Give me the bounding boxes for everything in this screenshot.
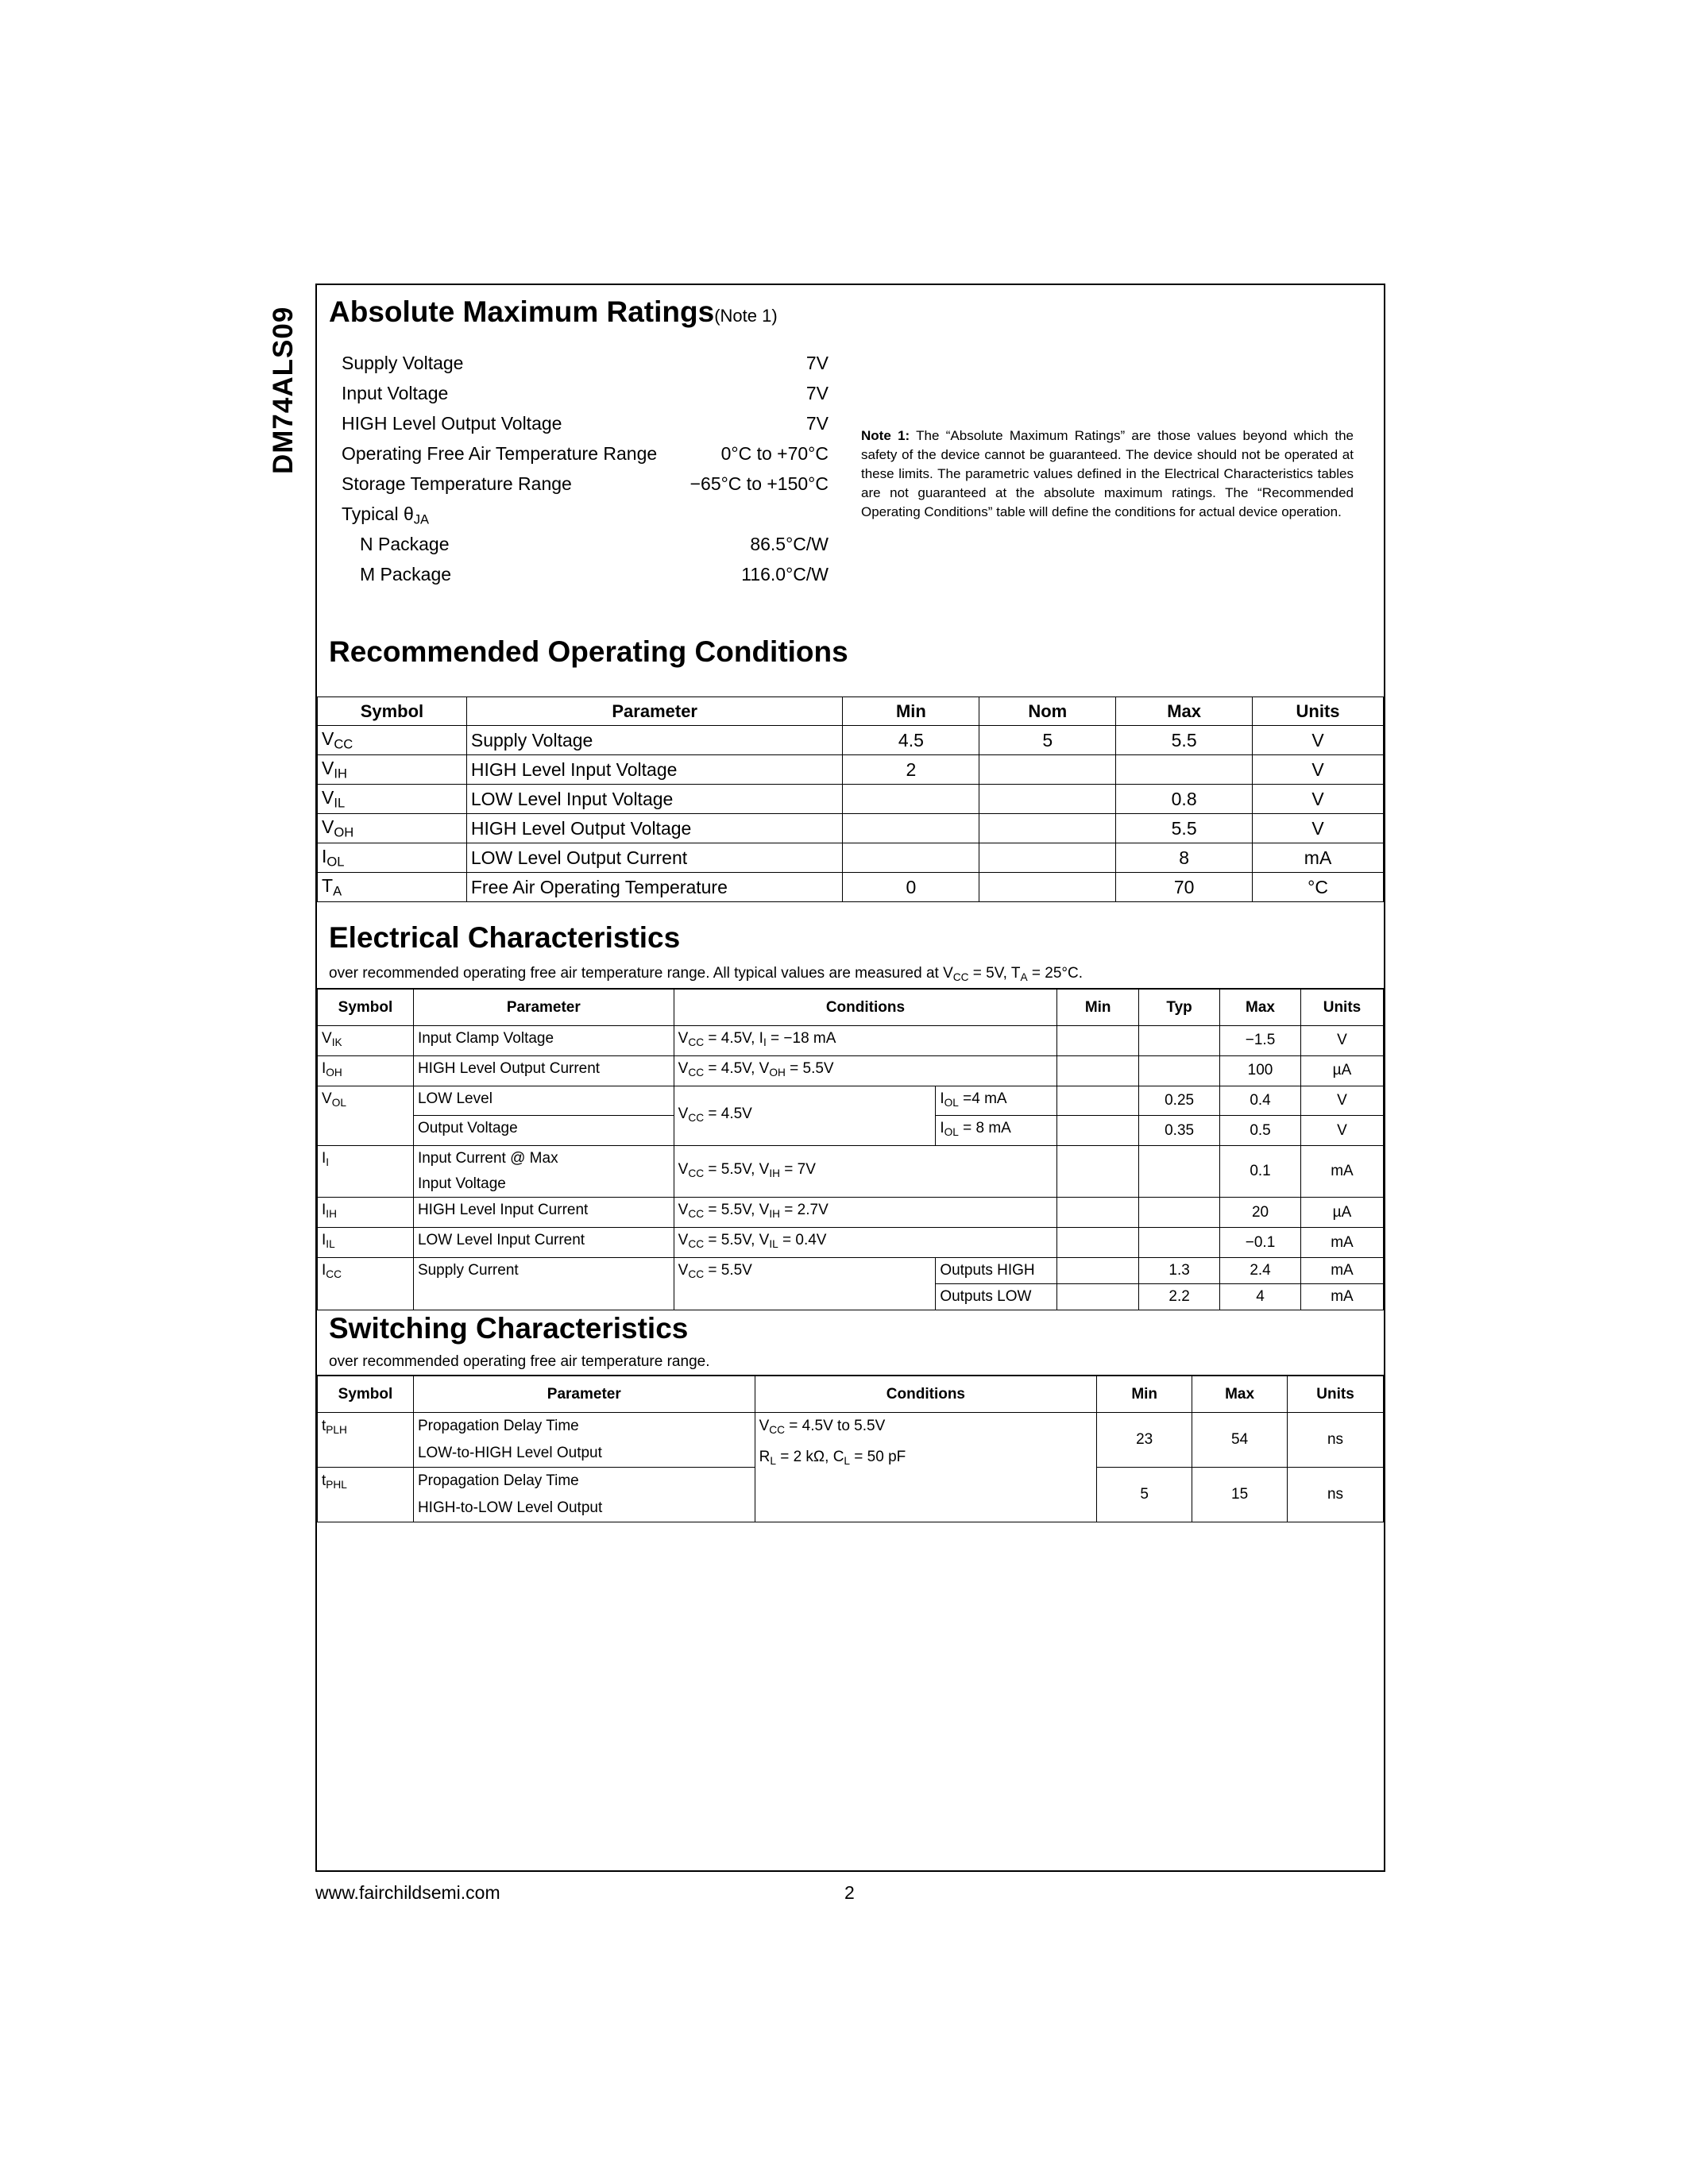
table-row xyxy=(318,1413,1384,1468)
symbol-cell xyxy=(318,1228,414,1258)
param-line: LOW-to-HIGH Level Output xyxy=(417,1445,602,1461)
cond-text: =4 mA xyxy=(958,1090,1007,1107)
cond-line xyxy=(759,1413,1093,1444)
symbol: I xyxy=(322,1150,326,1167)
max-cell: 0.4 xyxy=(1220,1086,1301,1116)
amr-row xyxy=(342,348,829,378)
cond-text: = 5.5V xyxy=(785,1059,834,1077)
cond-sub: OL xyxy=(944,1096,959,1109)
note-text: The “Absolute Maximum Ratings” are those values beyond which the safety of the device cannot be guaranteed. The device should not be operated at these limits. The parametric values defined in the Electrical Characteristics tables are not guaranteed at the absolute maximum ratings. The “Recommended Operating Conditions” table will define the conditions for actual device operation. xyxy=(861,428,1354,519)
max-cell: 0.1 xyxy=(1220,1146,1301,1198)
table-row xyxy=(318,1086,1384,1116)
symbol: t xyxy=(322,1472,326,1489)
cond-line xyxy=(759,1444,1093,1475)
units-cell: ns xyxy=(1288,1413,1384,1468)
cond-sub: CC xyxy=(688,1208,705,1221)
param-cell: HIGH Level Output Voltage xyxy=(466,814,843,843)
param-cell: Output Voltage xyxy=(413,1116,674,1146)
min-cell xyxy=(1057,1283,1139,1310)
symbol-cell xyxy=(318,873,467,902)
max-cell: −1.5 xyxy=(1220,1026,1301,1056)
units-cell: mA xyxy=(1300,1146,1383,1198)
cond-sub: IH xyxy=(769,1208,781,1221)
cond-text: = 2 kΩ, C xyxy=(775,1448,844,1465)
cond-sub: L xyxy=(770,1454,776,1467)
nom-cell xyxy=(979,755,1116,785)
symbol: I xyxy=(322,1059,326,1077)
units-cell: V xyxy=(1253,785,1384,814)
table-row xyxy=(318,1257,1384,1283)
symbol-sub: IH xyxy=(326,1208,337,1221)
cond-cell xyxy=(674,1026,1057,1056)
amr-label: Input Voltage xyxy=(342,383,449,403)
min-cell: 5 xyxy=(1097,1468,1192,1522)
ec-header-row xyxy=(318,989,1384,1026)
amr-label: Storage Temperature Range xyxy=(342,473,572,494)
units-cell: ns xyxy=(1288,1468,1384,1522)
sc-caption: over recommended operating free air temperature range. xyxy=(329,1353,710,1370)
amr-heading xyxy=(329,295,778,329)
nom-cell xyxy=(979,814,1116,843)
max-cell: 4 xyxy=(1220,1283,1301,1310)
col-header: Units xyxy=(1288,1376,1384,1413)
symbol: V xyxy=(322,786,334,808)
caption-sub: A xyxy=(1020,970,1028,983)
symbol-cell xyxy=(318,1086,414,1146)
amr-label: N Package xyxy=(360,534,450,554)
symbol-cell xyxy=(318,1055,414,1086)
amr-label xyxy=(342,499,429,529)
cond-text: = 0.4V xyxy=(778,1232,827,1249)
col-header: Conditions xyxy=(755,1376,1097,1413)
table-row xyxy=(318,1055,1384,1086)
symbol-cell xyxy=(318,1198,414,1228)
typ-cell xyxy=(1139,1198,1220,1228)
col-header: Symbol xyxy=(318,1376,414,1413)
col-header: Min xyxy=(843,697,979,726)
max-cell: 70 xyxy=(1116,873,1253,902)
nom-cell xyxy=(979,843,1116,873)
symbol-sub: CC xyxy=(334,736,353,752)
symbol-cell xyxy=(318,1026,414,1056)
caption-text: over recommended operating free air temperature range. All typical values are measured at V xyxy=(329,965,953,982)
amr-label: HIGH Level Output Voltage xyxy=(342,413,562,434)
typ-cell xyxy=(1139,1055,1220,1086)
amr-row xyxy=(342,438,829,469)
subcond-cell: Outputs LOW xyxy=(936,1283,1057,1310)
min-cell xyxy=(843,785,979,814)
symbol-cell xyxy=(318,1413,414,1468)
note-label: Note 1: xyxy=(861,428,910,443)
units-cell: V xyxy=(1253,755,1384,785)
nom-cell: 5 xyxy=(979,726,1116,755)
amr-label: Supply Voltage xyxy=(342,353,464,373)
min-cell: 23 xyxy=(1097,1413,1192,1468)
ec-heading: Electrical Characteristics xyxy=(329,921,681,954)
symbol-cell xyxy=(318,1468,414,1522)
nom-cell xyxy=(979,785,1116,814)
typ-cell: 2.2 xyxy=(1139,1283,1220,1310)
symbol: t xyxy=(322,1418,326,1434)
min-cell xyxy=(843,843,979,873)
amr-value: 7V xyxy=(805,413,829,434)
cond-sub: CC xyxy=(688,1066,705,1078)
param-cell xyxy=(413,1468,755,1522)
param-cell: Input Clamp Voltage xyxy=(413,1026,674,1056)
cond-text: = 8 mA xyxy=(958,1120,1011,1137)
table-row xyxy=(318,843,1384,873)
cond-sub: CC xyxy=(688,1237,705,1250)
units-cell: mA xyxy=(1300,1228,1383,1258)
symbol-cell xyxy=(318,785,467,814)
max-cell: −0.1 xyxy=(1220,1228,1301,1258)
table-row xyxy=(318,814,1384,843)
typ-cell: 1.3 xyxy=(1139,1257,1220,1283)
amr-value: −65°C to +150°C xyxy=(689,473,829,494)
cond-sub: CC xyxy=(688,1268,705,1280)
amr-label: Operating Free Air Temperature Range xyxy=(342,443,658,464)
typ-cell: 0.35 xyxy=(1139,1116,1220,1146)
param-line: HIGH-to-LOW Level Output xyxy=(417,1499,603,1516)
roc-table xyxy=(317,696,1384,902)
amr-label-text: Typical θ xyxy=(342,504,414,524)
table-row xyxy=(318,1146,1384,1198)
note-1 xyxy=(861,426,1354,522)
symbol-cell xyxy=(318,726,467,755)
symbol: I xyxy=(322,1202,326,1219)
col-header: Conditions xyxy=(674,989,1057,1026)
symbol-sub: OL xyxy=(326,854,345,870)
amr-list xyxy=(342,348,829,589)
col-header: Max xyxy=(1220,989,1301,1026)
cond-sub: OH xyxy=(769,1066,786,1078)
ec-caption xyxy=(329,965,1083,983)
min-cell xyxy=(1057,1198,1139,1228)
cond-text: = 4.5V xyxy=(704,1105,752,1122)
cond-cell xyxy=(674,1257,936,1310)
subcond-cell: Outputs HIGH xyxy=(936,1257,1057,1283)
cond-text: = 5.5V, V xyxy=(704,1232,770,1249)
col-header: Symbol xyxy=(318,989,414,1026)
cond-text: = 5.5V, V xyxy=(704,1202,770,1219)
param-cell: Supply Current xyxy=(413,1257,674,1310)
param-cell xyxy=(413,1413,755,1468)
param-cell: Supply Voltage xyxy=(466,726,843,755)
side-title: DM74ALS09 xyxy=(268,306,299,474)
caption-text: = 25°C. xyxy=(1027,965,1083,982)
col-header: Units xyxy=(1300,989,1383,1026)
symbol-sub: IK xyxy=(331,1036,342,1048)
sc-heading: Switching Characteristics xyxy=(329,1312,689,1345)
symbol-sub: IH xyxy=(334,766,347,781)
symbol: I xyxy=(322,1232,326,1249)
symbol-sub: IL xyxy=(334,795,346,811)
symbol: V xyxy=(322,1030,332,1047)
min-cell xyxy=(1057,1055,1139,1086)
symbol-sub: PLH xyxy=(326,1423,347,1436)
amr-row xyxy=(342,529,829,559)
cond-text: V xyxy=(678,1160,689,1178)
min-cell xyxy=(1057,1086,1139,1116)
cond-text: V xyxy=(678,1105,689,1122)
col-header: Max xyxy=(1192,1376,1288,1413)
units-cell: V xyxy=(1253,814,1384,843)
cond-text: = 50 pF xyxy=(850,1448,906,1465)
max-cell: 2.4 xyxy=(1220,1257,1301,1283)
min-cell: 2 xyxy=(843,755,979,785)
cond-sub: CC xyxy=(688,1036,705,1048)
cond-text: = 4.5V, V xyxy=(704,1059,770,1077)
table-row xyxy=(318,785,1384,814)
col-header: Parameter xyxy=(413,1376,755,1413)
param-cell: HIGH Level Output Current xyxy=(413,1055,674,1086)
col-header: Symbol xyxy=(318,697,467,726)
amr-row xyxy=(342,378,829,408)
cond-text: = 4.5V to 5.5V xyxy=(785,1418,886,1434)
cond-sub: CC xyxy=(769,1423,786,1436)
min-cell xyxy=(1057,1146,1139,1198)
cond-text: = −18 mA xyxy=(766,1030,836,1047)
param-cell xyxy=(413,1146,674,1198)
caption-sub: CC xyxy=(952,970,969,983)
min-cell xyxy=(843,814,979,843)
amr-value: 0°C to +70°C xyxy=(720,443,829,464)
cond-text: V xyxy=(678,1030,689,1047)
min-cell xyxy=(1057,1026,1139,1056)
units-cell: V xyxy=(1300,1026,1383,1056)
symbol-sub: OH xyxy=(326,1066,342,1078)
cond-sub: OL xyxy=(944,1126,959,1139)
cond-text: = 7V xyxy=(780,1160,816,1178)
symbol-cell xyxy=(318,755,467,785)
symbol: V xyxy=(322,1090,332,1107)
cond-cell xyxy=(674,1228,1057,1258)
cond-text: V xyxy=(678,1202,689,1219)
units-cell: mA xyxy=(1253,843,1384,873)
max-cell: 8 xyxy=(1116,843,1253,873)
cond-sub: IH xyxy=(769,1167,781,1179)
cond-text: = 5.5V xyxy=(704,1261,752,1279)
cond-text: V xyxy=(759,1418,770,1434)
amr-row xyxy=(342,499,829,529)
cond-text: = 4.5V, I xyxy=(704,1030,763,1047)
max-cell: 100 xyxy=(1220,1055,1301,1086)
nom-cell xyxy=(979,873,1116,902)
amr-row xyxy=(342,469,829,499)
symbol: V xyxy=(322,727,334,749)
table-row xyxy=(318,1198,1384,1228)
max-cell: 20 xyxy=(1220,1198,1301,1228)
amr-label: M Package xyxy=(360,564,452,585)
cond-text: V xyxy=(678,1232,689,1249)
units-cell: °C xyxy=(1253,873,1384,902)
footer-url[interactable]: www.fairchildsemi.com xyxy=(315,1882,500,1903)
max-cell: 0.8 xyxy=(1116,785,1253,814)
col-header: Parameter xyxy=(466,697,843,726)
max-cell: 15 xyxy=(1192,1468,1288,1522)
ec-table xyxy=(317,988,1384,1310)
col-header: Parameter xyxy=(413,989,674,1026)
cond-text: = 5.5V, V xyxy=(704,1160,770,1178)
symbol-sub: PHL xyxy=(326,1478,347,1491)
page-number: 2 xyxy=(844,1882,855,1903)
cond-cell xyxy=(755,1413,1097,1522)
symbol-sub: A xyxy=(333,883,342,899)
max-cell: 0.5 xyxy=(1220,1116,1301,1146)
param-line: Propagation Delay Time xyxy=(417,1472,579,1489)
units-cell: µA xyxy=(1300,1198,1383,1228)
symbol-sub: CC xyxy=(326,1268,342,1280)
col-header: Nom xyxy=(979,697,1116,726)
min-cell: 4.5 xyxy=(843,726,979,755)
cond-sub: IL xyxy=(769,1237,778,1250)
typ-cell xyxy=(1139,1228,1220,1258)
min-cell: 0 xyxy=(843,873,979,902)
param-cell: LOW Level Input Current xyxy=(413,1228,674,1258)
cond-text: = 2.7V xyxy=(780,1202,829,1219)
cond-cell xyxy=(674,1146,1057,1198)
min-cell xyxy=(1057,1257,1139,1283)
cond-text: V xyxy=(678,1059,689,1077)
amr-row xyxy=(342,559,829,589)
typ-cell xyxy=(1139,1146,1220,1198)
min-cell xyxy=(1057,1228,1139,1258)
amr-row xyxy=(342,408,829,438)
cond-cell xyxy=(674,1055,1057,1086)
symbol-sub: I xyxy=(326,1156,330,1169)
cond-text: V xyxy=(678,1261,689,1279)
amr-value: 7V xyxy=(805,353,829,373)
table-row xyxy=(318,726,1384,755)
cond-sub: I xyxy=(763,1036,767,1048)
units-cell: V xyxy=(1300,1116,1383,1146)
symbol: I xyxy=(322,845,327,866)
table-row xyxy=(318,1228,1384,1258)
subcond-cell xyxy=(936,1116,1057,1146)
symbol: T xyxy=(322,874,334,896)
cond-text: R xyxy=(759,1448,771,1465)
caption-text: = 5V, T xyxy=(968,965,1021,982)
symbol-cell xyxy=(318,814,467,843)
col-header: Units xyxy=(1253,697,1384,726)
cond-cell xyxy=(674,1198,1057,1228)
param-cell: LOW Level Input Voltage xyxy=(466,785,843,814)
sc-header-row xyxy=(318,1376,1384,1413)
amr-value: 7V xyxy=(805,383,829,403)
amr-heading-text: Absolute Maximum Ratings xyxy=(329,295,715,328)
param-cell: LOW Level Output Current xyxy=(466,843,843,873)
max-cell: 5.5 xyxy=(1116,726,1253,755)
param-cell: HIGH Level Input Current xyxy=(413,1198,674,1228)
table-row xyxy=(318,1026,1384,1056)
units-cell: mA xyxy=(1300,1283,1383,1310)
amr-note-ref: (Note 1) xyxy=(714,306,778,326)
symbol: V xyxy=(322,816,334,837)
units-cell: V xyxy=(1253,726,1384,755)
cond-cell xyxy=(674,1086,936,1146)
symbol-cell xyxy=(318,1257,414,1310)
roc-heading: Recommended Operating Conditions xyxy=(329,635,848,668)
max-cell xyxy=(1116,755,1253,785)
amr-value: 86.5°C/W xyxy=(750,534,829,554)
amr-label-sub: JA xyxy=(413,511,430,527)
param-cell: LOW Level xyxy=(413,1086,674,1116)
col-header: Min xyxy=(1057,989,1139,1026)
col-header: Min xyxy=(1097,1376,1192,1413)
cond-sub: CC xyxy=(688,1111,705,1124)
max-cell: 5.5 xyxy=(1116,814,1253,843)
param-cell: Free Air Operating Temperature xyxy=(466,873,843,902)
param-cell: HIGH Level Input Voltage xyxy=(466,755,843,785)
typ-cell: 0.25 xyxy=(1139,1086,1220,1116)
table-row xyxy=(318,873,1384,902)
symbol-sub: OH xyxy=(334,824,354,840)
units-cell: V xyxy=(1300,1086,1383,1116)
units-cell: mA xyxy=(1300,1257,1383,1283)
cond-text: I xyxy=(940,1090,944,1107)
col-header: Max xyxy=(1116,697,1253,726)
units-cell: µA xyxy=(1300,1055,1383,1086)
cond-text: I xyxy=(940,1120,944,1137)
symbol-cell xyxy=(318,843,467,873)
subcond-cell xyxy=(936,1086,1057,1116)
col-header: Typ xyxy=(1139,989,1220,1026)
table-row xyxy=(318,755,1384,785)
symbol-cell xyxy=(318,1146,414,1198)
min-cell xyxy=(1057,1116,1139,1146)
symbol-sub: OL xyxy=(331,1096,346,1109)
symbol-sub: IL xyxy=(326,1237,335,1250)
typ-cell xyxy=(1139,1026,1220,1056)
sc-table xyxy=(317,1375,1384,1522)
max-cell: 54 xyxy=(1192,1413,1288,1468)
param-line: Input Current @ Max xyxy=(417,1150,558,1167)
cond-sub: CC xyxy=(688,1167,705,1179)
amr-value: 116.0°C/W xyxy=(741,564,829,585)
param-line: Input Voltage xyxy=(417,1175,506,1193)
symbol: V xyxy=(322,757,334,778)
roc-header-row xyxy=(318,697,1384,726)
symbol: I xyxy=(322,1261,326,1279)
param-line: Propagation Delay Time xyxy=(417,1418,579,1434)
cond-sub: L xyxy=(844,1454,851,1467)
